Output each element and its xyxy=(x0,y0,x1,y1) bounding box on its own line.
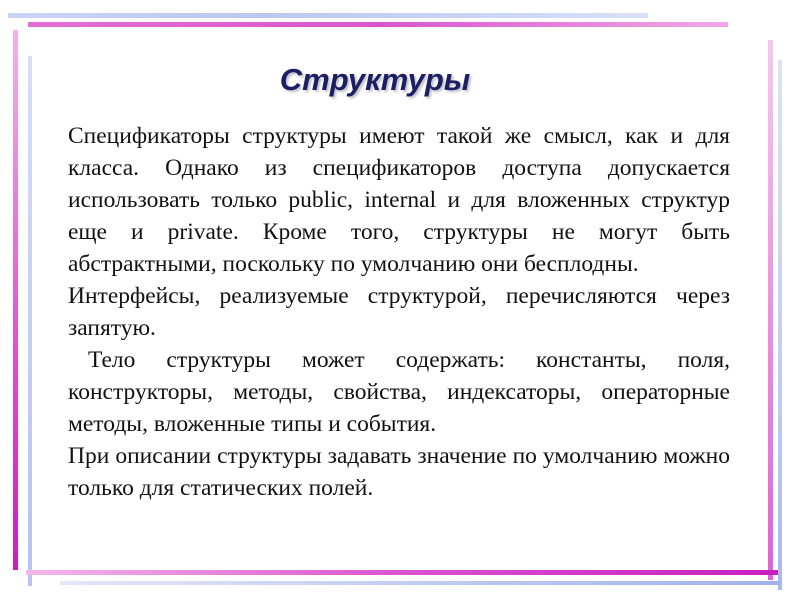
decorative-bar-bottom-pink xyxy=(26,570,778,575)
decorative-bar-right-blue xyxy=(778,60,782,590)
decorative-bar-top-blue xyxy=(8,13,648,18)
decorative-bar-left-pink xyxy=(13,30,18,570)
paragraph-interfaces: Интерфейсы, реализуемые структурой, перечисляются через запятую. xyxy=(68,283,730,341)
decorative-bar-left-blue xyxy=(28,56,32,586)
paragraph-specifiers: Спецификаторы структуры имеют такой же смысл, как и для класса. Однако из спецификаторов доступа допускается использовать только public, internal и для вложенных структур еще и private. Кроме того, структуры не могут быть абстрактными, поскольку по умолчанию они бесплодны. xyxy=(68,123,730,277)
slide-body xyxy=(68,120,730,504)
decorative-bar-right-pink xyxy=(768,40,773,580)
slide-title: Структуры xyxy=(279,62,471,97)
paragraph-body-contents: Тело структуры может содержать: константы, поля, конструкторы, методы, свойства, индексаторы, операторные методы, вложенные типы и события. xyxy=(68,347,730,437)
decorative-bar-bottom-blue xyxy=(60,581,780,585)
decorative-bar-top-pink xyxy=(28,22,728,27)
paragraph-default-values: При описании структуры задавать значение по умолчанию можно только для статических полей. xyxy=(68,443,730,501)
